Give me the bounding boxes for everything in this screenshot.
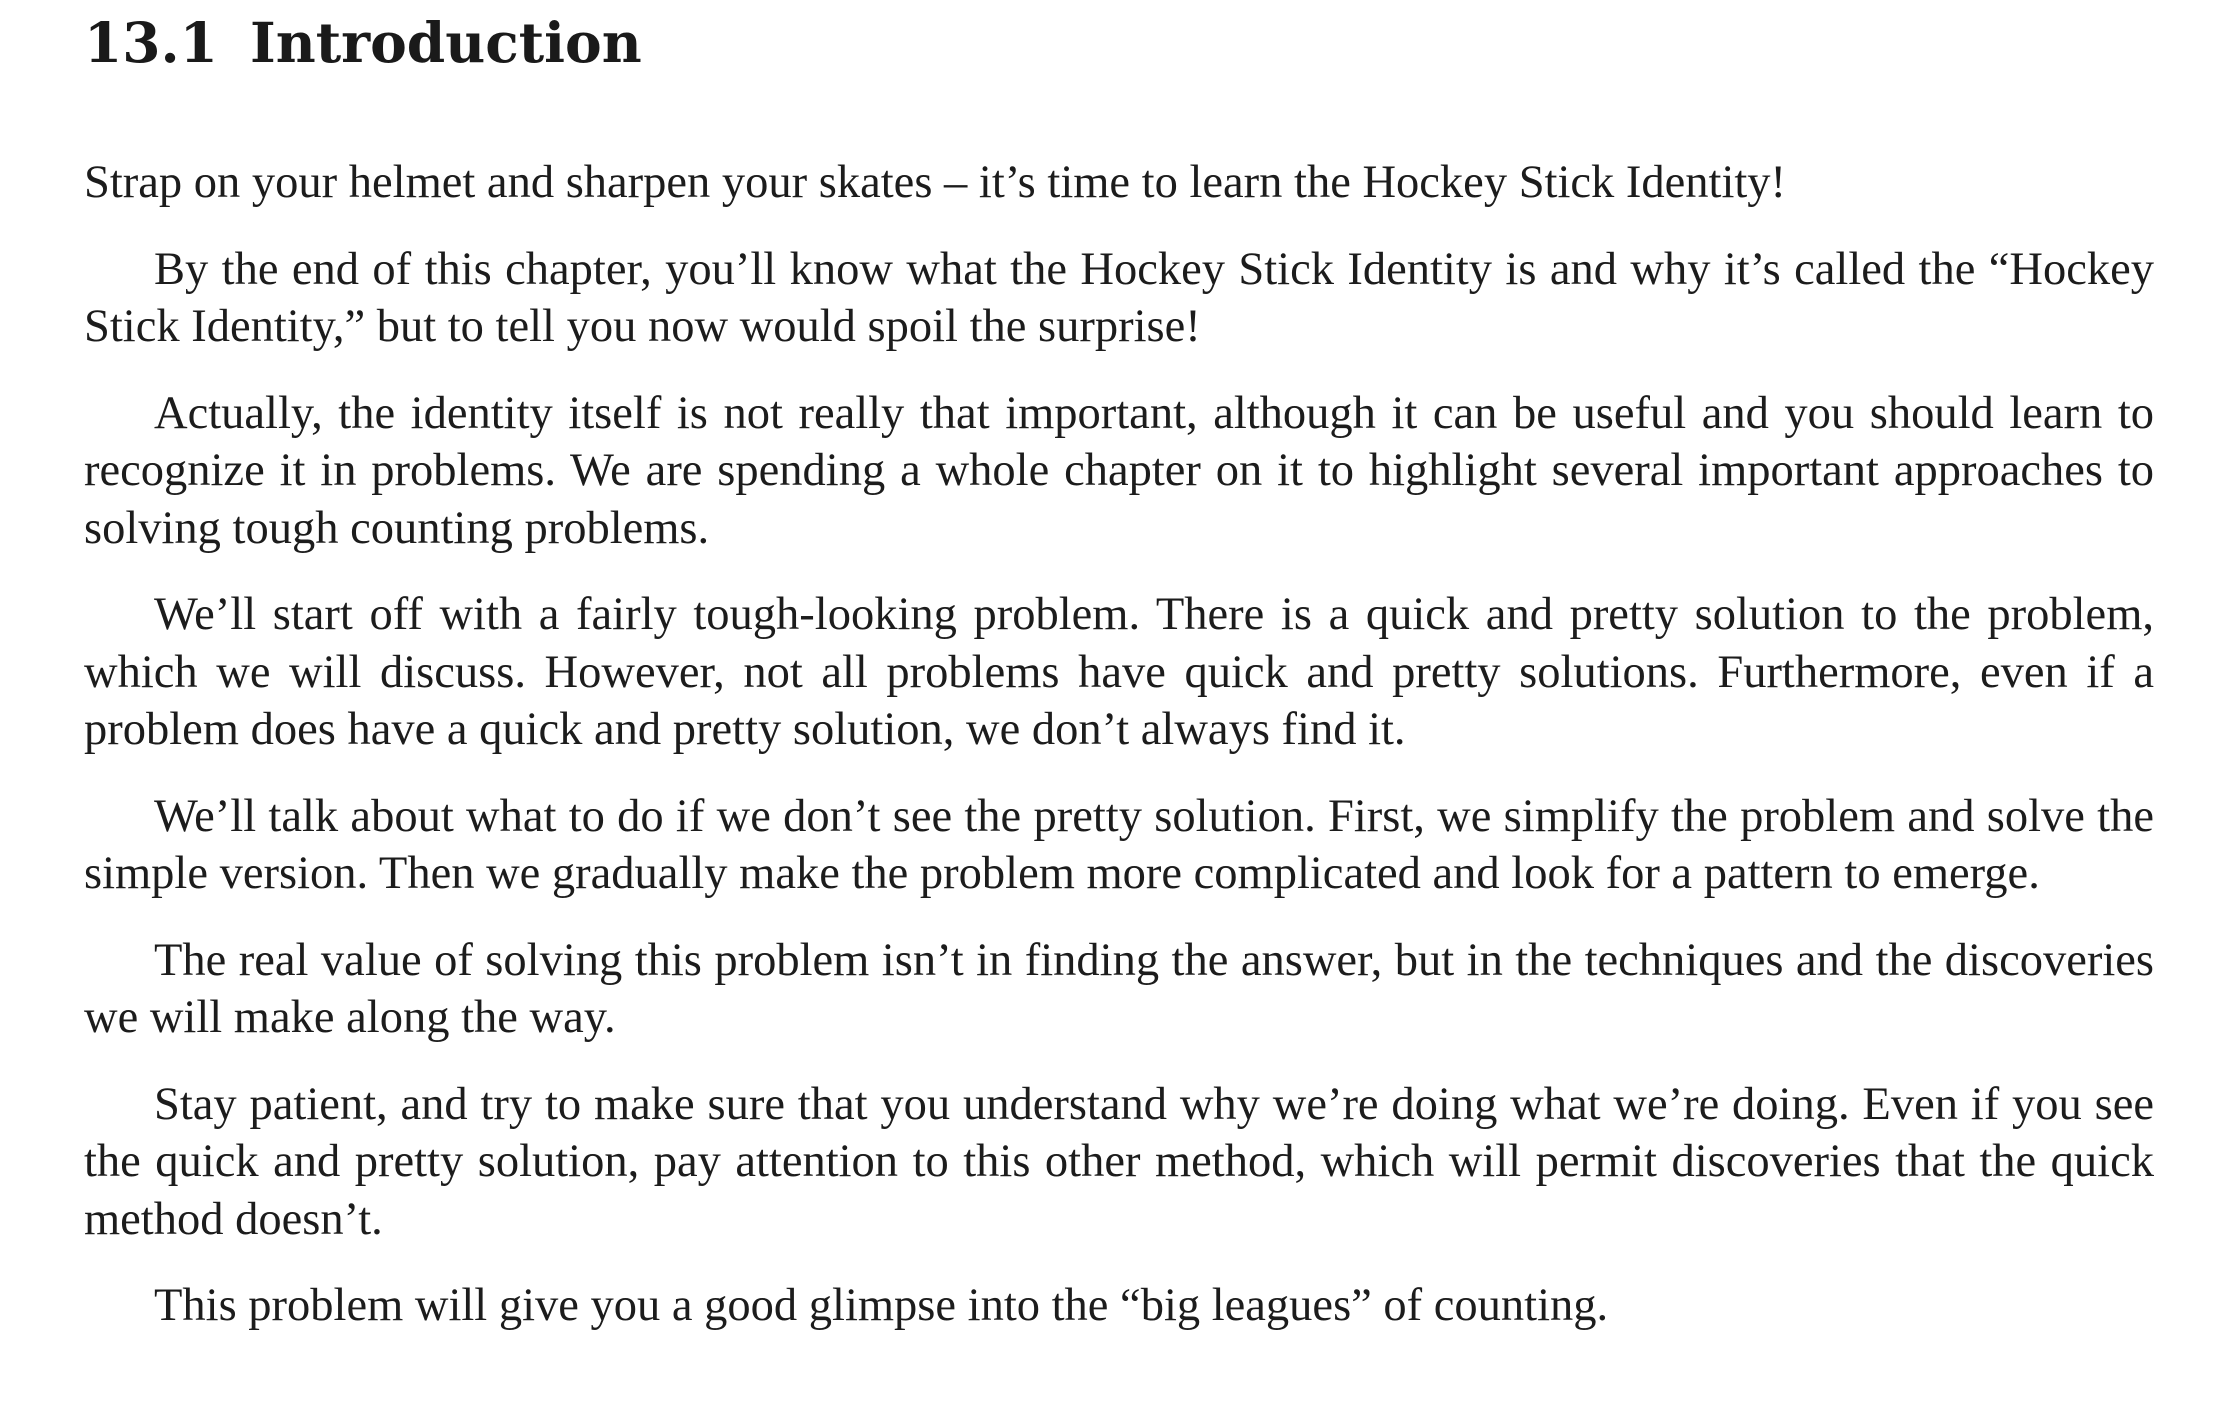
document-page <box>84 0 2154 1335</box>
section-heading <box>84 0 2154 76</box>
paragraph-tough-problem: We’ll start off with a fairly tough-looking problem. There is a quick and pretty solution to the problem, which we will discuss. However, not all problems have quick and pretty solutions. Furthermore, even if a problem does have a quick and pretty solution, we don’t always find it. <box>84 589 2154 755</box>
paragraph-chapter-preview: By the end of this chapter, you’ll know what the Hockey Stick Identity is and why it’s called the “Hockey Stick Identity,” but to tell you now would spoil the surprise! <box>84 243 2154 352</box>
paragraph-intro: Strap on your helmet and sharpen your skates – it’s time to learn the Hockey Stick Identity! <box>84 157 1787 208</box>
paragraph-real-value: The real value of solving this problem isn’t in finding the answer, but in the techniques and the discoveries we will make along the way. <box>84 934 2154 1043</box>
paragraph-simplify-approach: We’ll talk about what to do if we don’t see the pretty solution. First, we simplify the problem and solve the simple version. Then we gradually make the problem more complicated and look for a pattern to emerge. <box>84 790 2154 899</box>
section-title: Introduction <box>250 10 642 75</box>
section-number: 13.1 <box>84 10 218 75</box>
paragraph-stay-patient: Stay patient, and try to make sure that you understand why we’re doing what we’re doing. Even if you see the quick and pretty solution, pay attention to this other method, which will permit discoveries that the quick method doesn’t. <box>84 1078 2154 1245</box>
paragraph-identity-importance: Actually, the identity itself is not really that important, although it can be useful and you should learn to recognize it in problems. We are spending a whole chapter on it to highlight several important approaches to solving tough counting problems. <box>84 387 2154 554</box>
paragraph-big-leagues: This problem will give you a good glimpse into the “big leagues” of counting. <box>154 1280 1609 1331</box>
